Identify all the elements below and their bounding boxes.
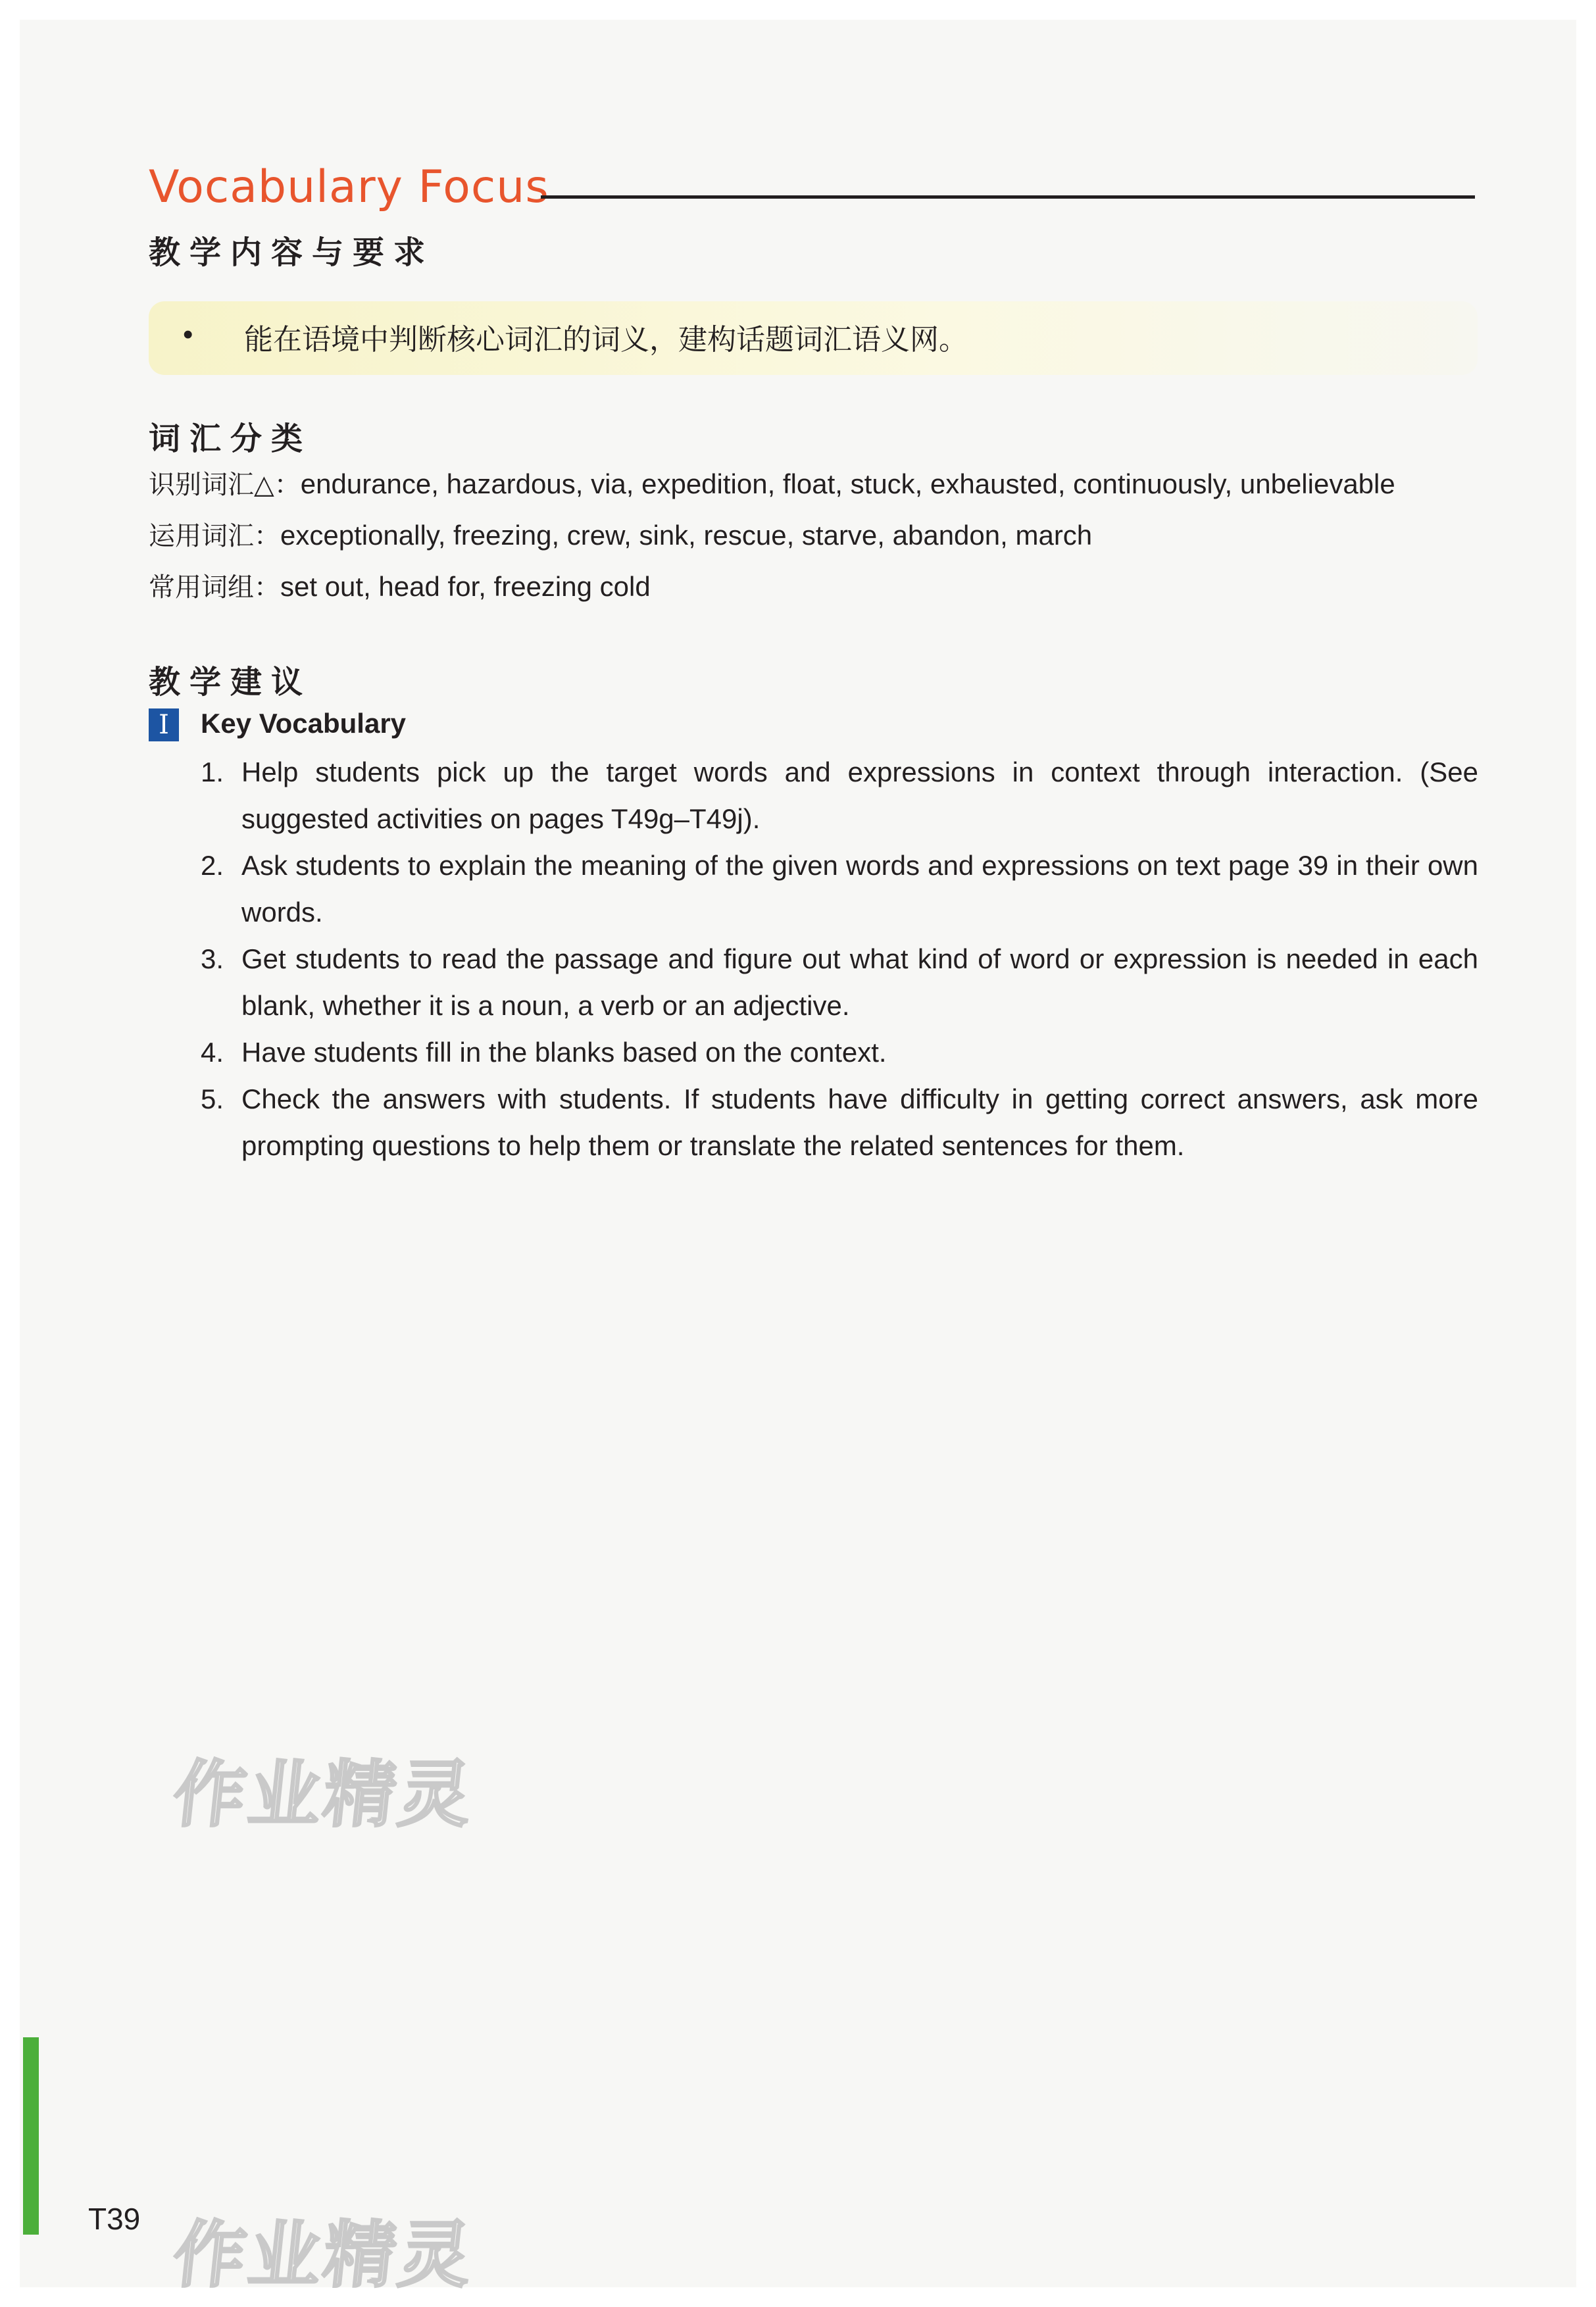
step-text: Ask students to explain the meaning of the given words and expressions on text page 39 in their own words. [241,850,1478,928]
section-title: Key Vocabulary [201,708,407,739]
section-mark: I [149,708,179,741]
bullet: • [183,318,193,351]
step-number: 5. [201,1083,224,1114]
vocab-row-usage [149,515,1092,553]
title-row [149,161,1478,214]
watermark: 作业精灵 [169,2213,478,2297]
list-item [201,749,1484,842]
step-text: Check the answers with students. If students have difficulty in getting correct answers, ask more prompting questions to help them or translate the related sentences for them. [241,1083,1478,1161]
subtitle: 教学内容与要求 [149,234,435,271]
suggestions-heading: 教学建议 [149,664,312,701]
vocab-label: 识别词汇△： [149,470,301,500]
requirement-box [149,301,1478,375]
step-text: Help students pick up the target words and expressions in context through interaction. (See suggested activities on pages T49g–T49j). [241,757,1478,834]
vocab-words: exceptionally, freezing, crew, sink, rescue, starve, abandon, march [280,520,1093,551]
vocab-words: set out, head for, freezing cold [280,571,651,602]
list-item [201,1029,1484,1076]
step-text: Have students fill in the blanks based on the context. [241,1037,887,1068]
vocab-row-recognition [149,464,1395,501]
title-rule [541,195,1475,199]
step-text: Get students to read the passage and figure out what kind of word or expression is needed in each blank, whether it is a noun, a verb or an adjective. [241,943,1478,1021]
vocab-row-phrases [149,566,651,604]
list-item [201,842,1484,935]
list-item [201,935,1484,1029]
vocab-label: 常用词组： [149,572,280,603]
page-title: Vocabulary Focus [149,161,549,213]
requirement-text: 能在语境中判断核心词汇的词义，建构话题词汇语义网。 [244,323,968,357]
side-bar [23,2037,39,2235]
watermark: 作业精灵 [169,1752,478,1837]
page-number: T39 [88,2202,141,2236]
step-number: 1. [201,757,224,787]
step-number: 4. [201,1037,224,1068]
vocab-words: endurance, hazardous, via, expedition, float, stuck, exhausted, continuously, unbelievable [300,468,1395,499]
list-item [201,1076,1484,1169]
vocab-label: 运用词汇： [149,521,280,551]
step-number: 3. [201,943,224,974]
classification-heading: 词汇分类 [149,420,312,457]
step-number: 2. [201,850,224,881]
